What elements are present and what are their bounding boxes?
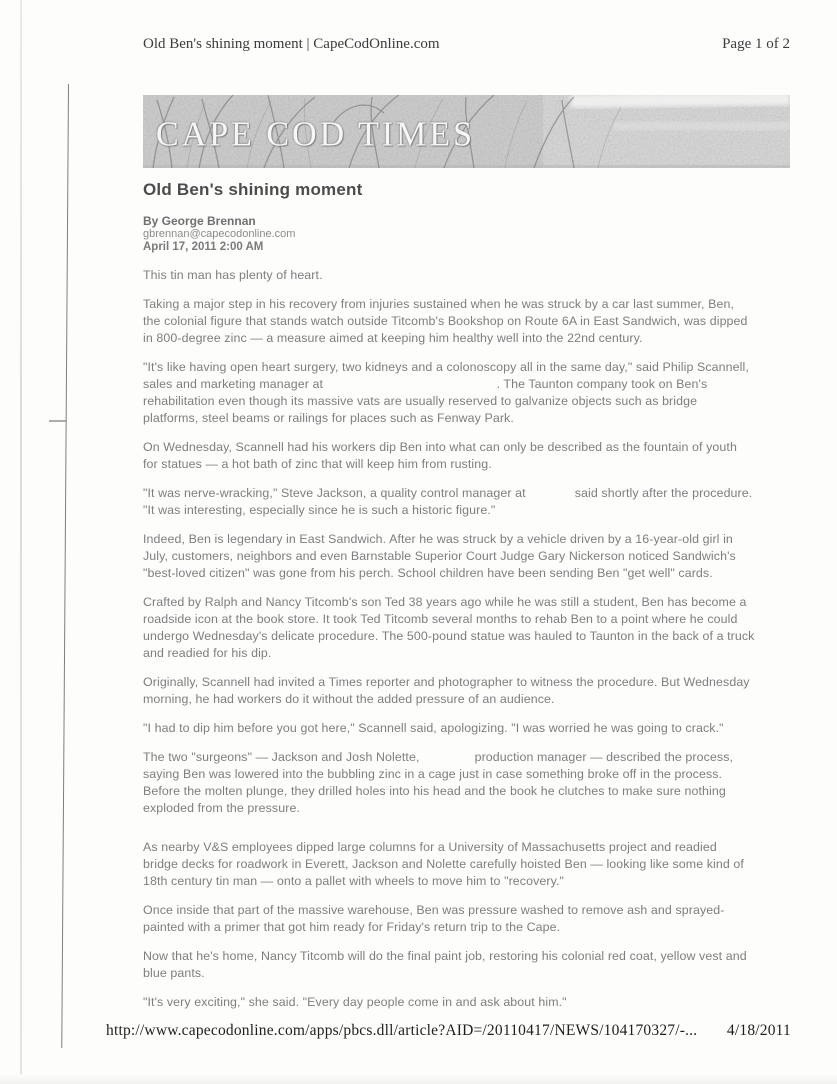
print-footer-url: http://www.capecodonline.com/apps/pbcs.dll/article?AID=/20110417/NEWS/104170327/-... (106, 1022, 698, 1039)
redacted-blank (327, 387, 497, 388)
print-footer (106, 1022, 791, 1040)
masthead-logo: CAPE COD TIMES (156, 115, 476, 154)
redacted-blank (423, 760, 471, 761)
article-author-email: gbrennan@capecodonline.com (143, 228, 296, 240)
article-paragraph: Originally, Scannell had invited a Times reporter and photographer to witness the procedure. But Wednesday morning, he had workers do it without the added pressure of an audience. (143, 675, 750, 706)
article-paragraph: Indeed, Ben is legendary in East Sandwich. After he was struck by a vehicle driven by a 16-year-old girl in July, customers, neighbors and even Barnstable Superior Court Judge Gary Nickerson noticed Sandwich's "best-loved citizen" was gone from his perch. School children have been sending Ben "get well" cards. (143, 532, 736, 580)
article-paragraph: This tin man has plenty of heart. (143, 268, 323, 282)
print-footer-date: 4/18/2011 (726, 1022, 791, 1039)
article-body (143, 267, 755, 1011)
article (143, 180, 755, 1023)
article-byline-block (143, 214, 755, 254)
article-paragraph: "It was nerve-wracking," Steve Jackson, a quality control manager at said shortly after the procedure. "It was interesting, especially since he is such a historic figure." (143, 486, 753, 517)
scan-artifact-dark-line (61, 84, 69, 1048)
masthead-banner (143, 95, 790, 168)
article-title: Old Ben's shining moment (143, 180, 363, 199)
scan-artifact-tick-mark (49, 420, 66, 422)
article-paragraph: Now that he's home, Nancy Titcomb will do the final paint job, restoring his colonial red coat, yellow vest and blue pants. (143, 949, 747, 980)
print-header-title: Old Ben's shining moment | CapeCodOnline.com (143, 36, 440, 52)
article-date: April 17, 2011 2:00 AM (143, 241, 264, 253)
print-header (143, 36, 790, 53)
article-paragraph: Once inside that part of the massive warehouse, Ben was pressure washed to remove ash and sprayed-painted with a primer that got him ready for Friday's return trip to the Cape. (143, 903, 725, 934)
article-author: By George Brennan (143, 214, 256, 228)
article-paragraph: "I had to dip him before you got here," Scannell said, apologizing. "I was worried he was going to crack." (143, 721, 724, 735)
print-header-page-number: Page 1 of 2 (722, 36, 790, 52)
article-paragraph: "It's like having open heart surgery, two kidneys and a colonoscopy all in the same day," said Philip Scannell, sales and marketing manager at . The Taunton company took on Ben's rehabilitation even though its massive vats are usually reserved to galvanize objects such as bridge platforms, steel beams or railings for places such as Fenway Park. (143, 360, 749, 425)
scan-artifact-bottom-smudge (0, 1074, 837, 1084)
article-paragraph: The two "surgeons" — Jackson and Josh Nolette, production manager — described the process, saying Ben was lowered into the bubbling zinc in a cage just in case something broke off in the process. Before the molten plunge, they drilled holes into his head and the book he clutches to make sure nothing exploded from the pressure. (143, 750, 734, 815)
article-paragraph: Taking a major step in his recovery from injuries sustained when he was struck by a car last summer, Ben, the colonial figure that stands watch outside Titcomb's Bookshop on Route 6A in East Sandwich, was dipped in 800-degree zinc — a measure aimed at keeping him healthy well into the 22nd century. (143, 297, 748, 345)
redacted-blank (529, 496, 571, 497)
article-paragraph: As nearby V&S employees dipped large columns for a University of Massachusetts project and readied bridge decks for roadwork in Everett, Jackson and Nolette carefully hoisted Ben — looking like some kind of 18th century tin man — onto a pallet with wheels to move him to "recovery." (143, 840, 744, 888)
article-paragraph: Crafted by Ralph and Nancy Titcomb's son Ted 38 years ago while he was still a student, Ben has become a roadside icon at the book store. It took Ted Titcomb several months to rehab Ben to a point where he could undergo Wednesday's delicate procedure. The 500-pound statue was hauled to Taunton in the back of a truck and readied for his dip. (143, 595, 755, 660)
article-paragraph: On Wednesday, Scannell had his workers dip Ben into what can only be described as the fountain of youth for statues — a hot bath of zinc that will keep him from rusting. (143, 440, 737, 471)
scan-artifact-faint-line (20, 0, 22, 1078)
article-paragraph: "It's very exciting," she said. "Every day people come in and ask about him." (143, 995, 567, 1009)
